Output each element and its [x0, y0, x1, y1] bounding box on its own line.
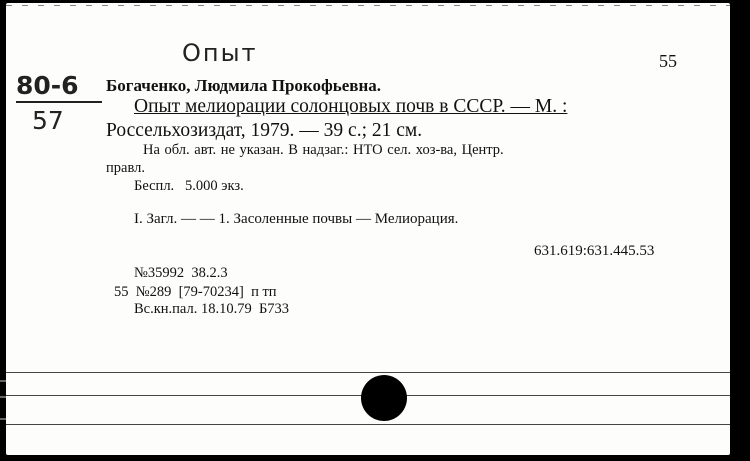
- classification: 631.619:631.445.53: [534, 243, 655, 259]
- record-line-3: Вс.кн.пал. 18.10.79 Б733: [134, 301, 290, 317]
- bottom-rule-1: [6, 372, 730, 373]
- top-edge-dashes: [6, 5, 730, 6]
- publisher-line: Россельхозиздат, 1979. — 39 с.; 21 см.: [106, 120, 423, 141]
- edge-mark: [0, 396, 6, 398]
- price-line: Беспл. 5.000 экз.: [134, 178, 244, 194]
- note-line-1: На обл. авт. не указан. В надзаг.: НТО сел. хоз-ва, Центр.: [143, 142, 504, 158]
- page-number: 55: [659, 51, 677, 71]
- edge-mark: [0, 380, 6, 382]
- author-heading: Богаченко, Людмила Прокофьевна.: [106, 76, 381, 95]
- record-line-2: 55 №289 [79-70234] п тп: [114, 284, 277, 300]
- shelfmark-bottom: 57: [32, 106, 64, 135]
- shelfmark-divider: [16, 101, 102, 103]
- catalog-card: [6, 3, 730, 455]
- note-line-2: правл.: [106, 160, 145, 176]
- subjects-line: I. Загл. — — 1. Засоленные почвы — Мелиорация.: [134, 211, 459, 227]
- bottom-rule-3: [6, 424, 730, 425]
- handwritten-word: Опыт: [182, 39, 258, 67]
- punch-hole: [361, 375, 407, 421]
- edge-mark: [0, 418, 6, 420]
- record-line-1: №35992 38.2.3: [134, 265, 228, 281]
- shelfmark-top: 80-6: [16, 71, 79, 100]
- title-line: Опыт мелиорации солонцовых почв в СССР. — М. :: [134, 96, 568, 117]
